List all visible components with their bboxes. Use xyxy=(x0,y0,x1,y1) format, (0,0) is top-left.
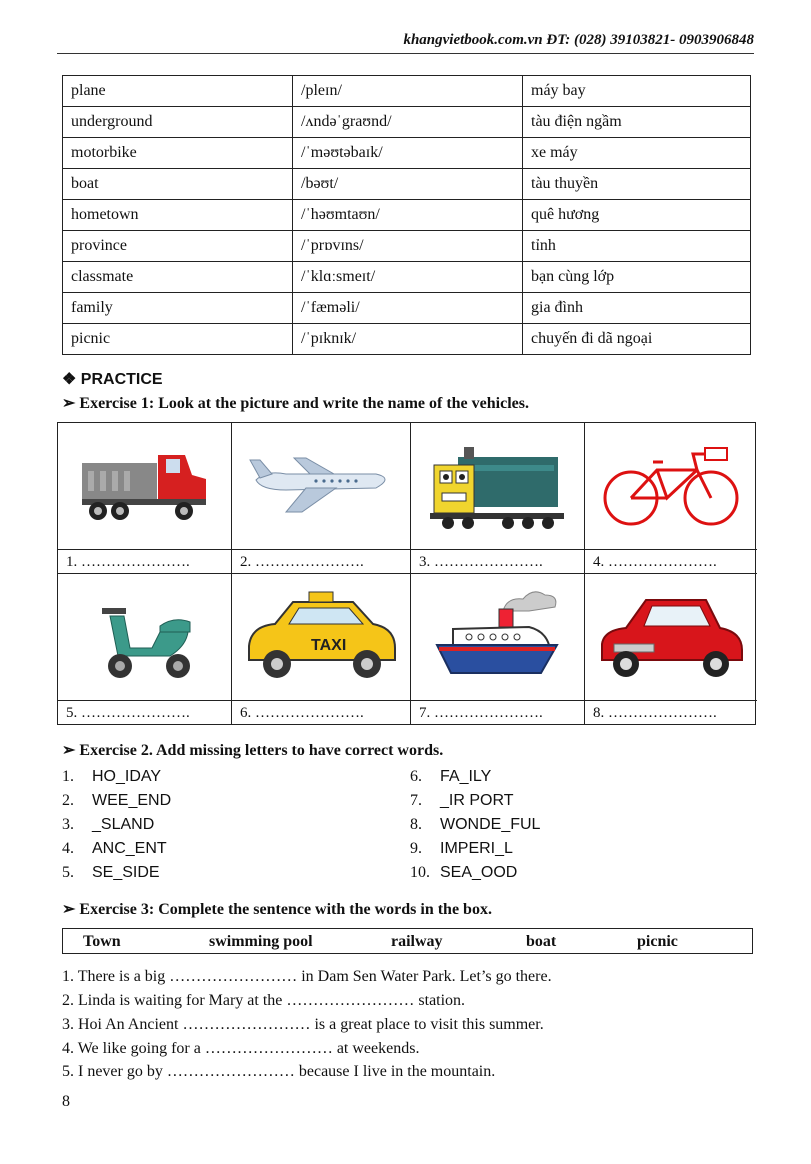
vocab-phonetic: /ˈklɑːsmeɪt/ xyxy=(293,262,523,293)
vocab-phonetic: /bəʊt/ xyxy=(293,169,523,200)
exercise2-right-list xyxy=(410,768,540,888)
train-icon xyxy=(411,423,584,547)
vocab-meaning: xe máy xyxy=(523,138,751,169)
vocab-meaning: bạn cùng lớp xyxy=(523,262,751,293)
vocab-meaning: tàu điện ngầm xyxy=(523,107,751,138)
exercise2-item xyxy=(62,816,171,840)
vocab-word: classmate xyxy=(63,262,293,293)
car-icon xyxy=(585,574,757,698)
exercise2-item-word: _IR PORT xyxy=(440,792,514,809)
word-box-item: swimming pool xyxy=(209,933,313,950)
vocab-row xyxy=(63,324,751,355)
vocab-word: underground xyxy=(63,107,293,138)
vehicle-cell-1 xyxy=(58,423,232,574)
exercise2-item-number: 6. xyxy=(410,768,422,785)
exercise3-title: ➢ Exercise 3: Complete the sentence with the words in the box. xyxy=(62,901,492,918)
caption-2: 2. …………………. xyxy=(232,549,410,573)
exercise2-item xyxy=(62,840,171,864)
exercise2-item-number: 1. xyxy=(62,768,74,785)
word-box-item: picnic xyxy=(637,933,678,950)
exercise2-item-number: 3. xyxy=(62,816,74,833)
vocab-meaning: quê hương xyxy=(523,200,751,231)
vocab-meaning: gia đình xyxy=(523,293,751,324)
exercise2-item-word: IMPERI_L xyxy=(440,840,513,857)
scooter-icon xyxy=(58,574,231,698)
svg-text:TAXI: TAXI xyxy=(311,637,347,654)
caption-3: 3. …………………. xyxy=(411,549,584,573)
vocab-word: plane xyxy=(63,76,293,107)
practice-heading: ❖ PRACTICE xyxy=(62,371,163,388)
exercise2-item-word: _SLAND xyxy=(92,816,155,833)
caption-4: 4. …………………. xyxy=(585,549,757,573)
exercise2-item-number: 10. xyxy=(410,864,430,881)
taxi-icon xyxy=(232,574,410,698)
vocab-phonetic: /ʌndəˈgraʊnd/ xyxy=(293,107,523,138)
vocab-row xyxy=(63,262,751,293)
vocab-word: picnic xyxy=(63,324,293,355)
vocab-phonetic: /ˈfæməli/ xyxy=(293,293,523,324)
vocab-phonetic: /ˈprɒvɪns/ xyxy=(293,231,523,262)
vehicle-cell-8 xyxy=(585,574,757,724)
exercise2-item xyxy=(410,840,540,864)
vocab-phonetic: /ˈhəʊmtaʊn/ xyxy=(293,200,523,231)
sentence-5: 5. I never go by …………………… because I live in the mountain. xyxy=(62,1063,496,1080)
sentence-2: 2. Linda is waiting for Mary at the …………………… station. xyxy=(62,992,466,1009)
exercise2-title: ➢ Exercise 2. Add missing letters to have correct words. xyxy=(62,742,444,759)
page-number: 8 xyxy=(62,1093,70,1110)
vocab-row xyxy=(63,107,751,138)
ship-icon xyxy=(411,574,584,698)
word-box-item: Town xyxy=(83,933,121,950)
vocab-row xyxy=(63,293,751,324)
exercise2-item xyxy=(62,792,171,816)
vocab-meaning: máy bay xyxy=(523,76,751,107)
caption-8: 8. …………………. xyxy=(585,700,757,724)
caption-6: 6. …………………. xyxy=(232,700,410,724)
word-box-item: boat xyxy=(526,933,557,950)
exercise2-item-word: SEA_OOD xyxy=(440,864,518,881)
exercise2-left-list xyxy=(62,768,171,888)
exercise2-item-word: WONDE_FUL xyxy=(440,816,541,833)
exercise2-item-number: 8. xyxy=(410,816,422,833)
vocab-row xyxy=(63,169,751,200)
vehicle-cell-5 xyxy=(58,574,232,724)
exercise2-item xyxy=(410,864,540,888)
vehicle-cell-6 xyxy=(232,574,411,724)
vocab-phonetic: /pleɪn/ xyxy=(293,76,523,107)
vocab-phonetic: /ˈməʊtəbaɪk/ xyxy=(293,138,523,169)
vocab-row xyxy=(63,231,751,262)
exercise2-item-number: 2. xyxy=(62,792,74,809)
vocab-meaning: tỉnh xyxy=(523,231,751,262)
vocab-table xyxy=(62,75,751,355)
vehicle-cell-3 xyxy=(411,423,585,574)
vocab-meaning: tàu thuyền xyxy=(523,169,751,200)
exercise2-item xyxy=(410,792,540,816)
exercise1-title: ➢ Exercise 1: Look at the picture and write the name of the vehicles. xyxy=(62,395,529,412)
word-box-item: railway xyxy=(391,933,443,950)
exercise2-item-number: 5. xyxy=(62,864,74,881)
vocab-meaning: chuyến đi dã ngoại xyxy=(523,324,751,355)
exercise2-item xyxy=(62,864,171,888)
vocab-row xyxy=(63,138,751,169)
exercise2-item-number: 9. xyxy=(410,840,422,857)
vocab-word: family xyxy=(63,293,293,324)
vocab-phonetic: /ˈpɪknɪk/ xyxy=(293,324,523,355)
exercise2-item-word: SE_SIDE xyxy=(92,864,160,881)
exercise2-item xyxy=(410,768,540,792)
exercise2-item xyxy=(410,816,540,840)
header-divider xyxy=(57,53,754,54)
bicycle-icon xyxy=(585,423,757,547)
airplane-icon xyxy=(232,423,410,547)
vocab-word: motorbike xyxy=(63,138,293,169)
sentence-4: 4. We like going for a …………………… at weekends. xyxy=(62,1040,420,1057)
sentence-3: 3. Hoi An Ancient …………………… is a great place to visit this summer. xyxy=(62,1016,544,1033)
vocab-row xyxy=(63,76,751,107)
vocab-word: province xyxy=(63,231,293,262)
vocab-word: boat xyxy=(63,169,293,200)
exercise2-item xyxy=(62,768,171,792)
caption-5: 5. …………………. xyxy=(58,700,231,724)
exercise2-item-word: FA_ILY xyxy=(440,768,492,785)
truck-icon xyxy=(58,423,231,547)
vocab-row xyxy=(63,200,751,231)
vehicle-picture-grid xyxy=(57,422,756,725)
caption-1: 1. …………………. xyxy=(58,549,231,573)
exercise2-item-word: WEE_END xyxy=(92,792,172,809)
vocab-word: hometown xyxy=(63,200,293,231)
caption-7: 7. …………………. xyxy=(411,700,584,724)
exercise2-item-number: 7. xyxy=(410,792,422,809)
header-contact: khangvietbook.com.vn ĐT: (028) 39103821- 0903906848 xyxy=(403,32,754,48)
vehicle-cell-4 xyxy=(585,423,757,574)
exercise2-item-number: 4. xyxy=(62,840,74,857)
sentence-1: 1. There is a big …………………… in Dam Sen Water Park. Let’s go there. xyxy=(62,968,552,985)
exercise2-item-word: ANC_ENT xyxy=(92,840,167,857)
vehicle-cell-7 xyxy=(411,574,585,724)
exercise2-item-word: HO_IDAY xyxy=(92,768,162,785)
vehicle-cell-2 xyxy=(232,423,411,574)
word-box xyxy=(62,928,753,954)
